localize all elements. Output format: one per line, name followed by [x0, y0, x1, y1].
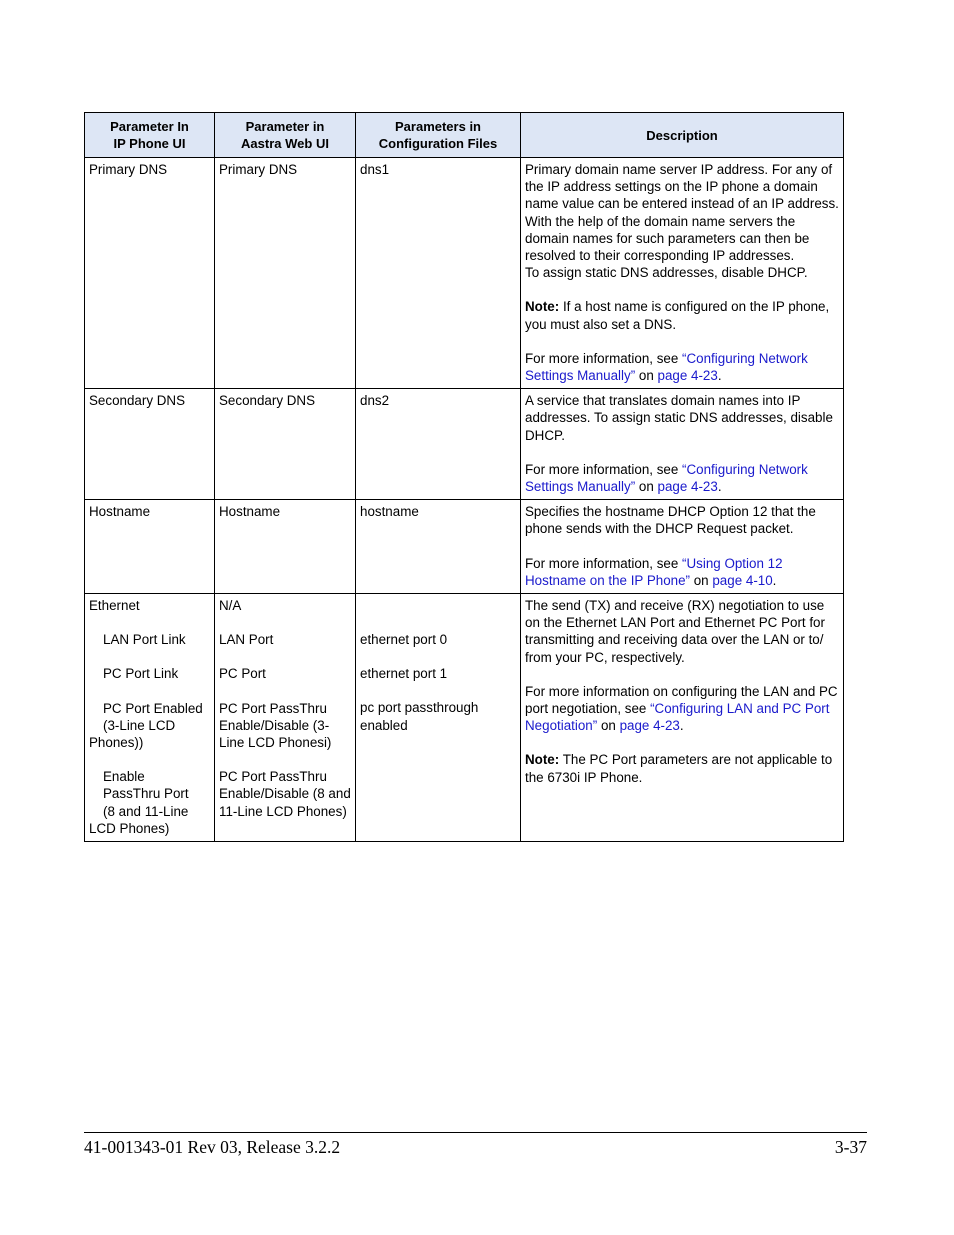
parameter-table	[84, 112, 844, 842]
page-number: 3-37	[834, 1137, 867, 1157]
description-text: Specifies the hostname DHCP Option 12 that the phone sends with the DHCP Request packet.	[525, 504, 816, 537]
page-link[interactable]: page 4-23	[619, 718, 680, 734]
cell-description	[521, 158, 844, 389]
description-text: Primary domain name server IP address. For any of the IP address settings on the IP phone a domain name value can be entered instead of an IP address. With the help of the domain name servers the domain names for such parameters can then be resolved to their corresponding IP addresses.	[525, 162, 839, 264]
page-link[interactable]: page 4-23	[657, 479, 718, 495]
cell-cfg: ethernet port 0 ethernet port 1 pc port passthrough enabled	[356, 594, 521, 842]
footer-document-id: 41-001343-01 Rev 03, Release 3.2.2	[84, 1137, 341, 1157]
cell-web: Secondary DNS	[215, 389, 356, 500]
page-link[interactable]: page 4-10	[712, 572, 773, 588]
cross-reference-link[interactable]: “Configuring LAN and PC Port Negotiation”	[525, 701, 830, 734]
cross-reference-link[interactable]: “Using Option 12 Hostname on the IP Phone”	[525, 555, 783, 588]
footer-divider	[84, 1132, 867, 1133]
cell-cfg: dns1	[356, 158, 521, 389]
description-text: The send (TX) and receive (RX) negotiation to use on the Ethernet LAN Port and Ethernet PC Port for transmitting and receiving data over the LAN or to/ from your PC, respectively.	[525, 598, 825, 665]
note: Note: The PC Port parameters are not applicable to the 6730i IP Phone.	[525, 752, 833, 785]
cell-ui: Primary DNS	[85, 158, 215, 389]
table-header-row	[85, 113, 844, 158]
more-info: For more information, see “Configuring Network Settings Manually” on page 4-23.	[525, 461, 808, 495]
header-ip-phone-ui: Parameter In IP Phone UI	[85, 113, 215, 158]
cell-ui: Secondary DNS	[85, 389, 215, 500]
page-link[interactable]: page 4-23	[657, 368, 718, 384]
cross-reference-link[interactable]: “Configuring Network Settings Manually”	[525, 350, 808, 384]
more-info: For more information, see “Configuring Network Settings Manually” on page 4-23.	[525, 350, 808, 384]
table-row	[85, 158, 844, 389]
description-text: A service that translates domain names into IP addresses. To assign static DNS addresses, disable DHCP.	[525, 393, 833, 443]
header-web-ui: Parameter in Aastra Web UI	[215, 113, 356, 158]
cell-ui: Ethernet LAN Port Link PC Port Link PC Port Enabled (3-Line LCD Phones)) Enable PassThru Port (8 and 11-Line LCD Phones)	[85, 594, 215, 842]
note: Note: If a host name is configured on the IP phone, you must also set a DNS.	[525, 299, 830, 332]
cell-description	[521, 500, 844, 594]
cell-cfg: dns2	[356, 389, 521, 500]
cell-web: N/A LAN Port PC Port PC Port PassThru Enable/Disable (3-Line LCD Phonesi) PC Port PassThru Enable/Disable (8 and 11-Line LCD Phones)	[215, 594, 356, 842]
more-info: For more information on configuring the LAN and PC port negotiation, see “Configuring LAN and PC Port Negotiation” on page 4-23.	[525, 683, 838, 734]
cell-ui: Hostname	[85, 500, 215, 594]
description-text: To assign static DNS addresses, disable DHCP.	[525, 265, 808, 281]
table-row	[85, 389, 844, 500]
cell-description	[521, 389, 844, 500]
more-info: For more information, see “Using Option 12 Hostname on the IP Phone” on page 4-10.	[525, 555, 783, 588]
cell-web: Hostname	[215, 500, 356, 594]
cell-web: Primary DNS	[215, 158, 356, 389]
table-row	[85, 594, 844, 842]
table-row	[85, 500, 844, 594]
cell-cfg: hostname	[356, 500, 521, 594]
header-description: Description	[521, 113, 844, 158]
cross-reference-link[interactable]: “Configuring Network Settings Manually”	[525, 461, 808, 495]
cell-description	[521, 594, 844, 842]
header-config-files: Parameters in Configuration Files	[356, 113, 521, 158]
